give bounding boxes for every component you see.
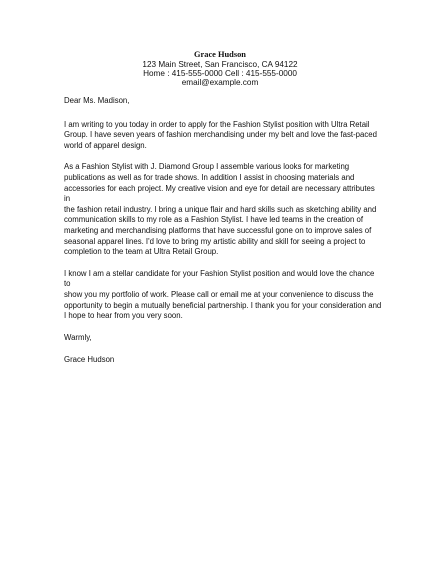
letter-greeting: Dear Ms. Madison, xyxy=(64,96,130,105)
letter-body xyxy=(64,96,382,377)
sender-address: 123 Main Street, San Francisco, CA 94122 xyxy=(142,59,298,69)
letter-paragraph-3: I know I am a stellar candidate for your Fashion Stylist position and would love the chance to show you my portfolio of work. Please call or email me at your convenience to discuss the opportunity to begin a mutually beneficial partnership. I thank you for your consideration and I hope to hear from you very soon. xyxy=(64,268,382,321)
letter-paragraph-2: As a Fashion Stylist with J. Diamond Group I assemble various looks for marketing publications as well as for trade shows. In addition I assist in choosing materials and accessories for each project. My creative vision and eye for detail are necessary attributes in the fashion retail industry. I bring a unique flair and hard skills such as sketching ability and communication skills to my role as a Fashion Stylist. I have led teams in the creation of marketing and merchandising platforms that have successful gone on to improve sales of seasonal apparel lines. I'd love to bring my artistic ability and skill for seeing a project to completion to the team at Ultra Retail Group. xyxy=(64,162,377,257)
letter-signature: Grace Hudson xyxy=(64,355,115,365)
sender-email: email@example.com xyxy=(181,78,259,88)
letter-closing: Warmly, xyxy=(64,332,92,342)
letter-header xyxy=(0,50,440,87)
letter-paragraph-1: I am writing to you today in order to apply for the Fashion Stylist position with Ultra Retail Group. I have seven years of fashion merchandising under my belt and love the fast-paced world of apparel design. xyxy=(64,119,377,150)
sender-name: Grace Hudson xyxy=(194,50,246,59)
sender-phones: Home : 415-555-0000 Cell : 415-555-0000 xyxy=(143,68,297,78)
